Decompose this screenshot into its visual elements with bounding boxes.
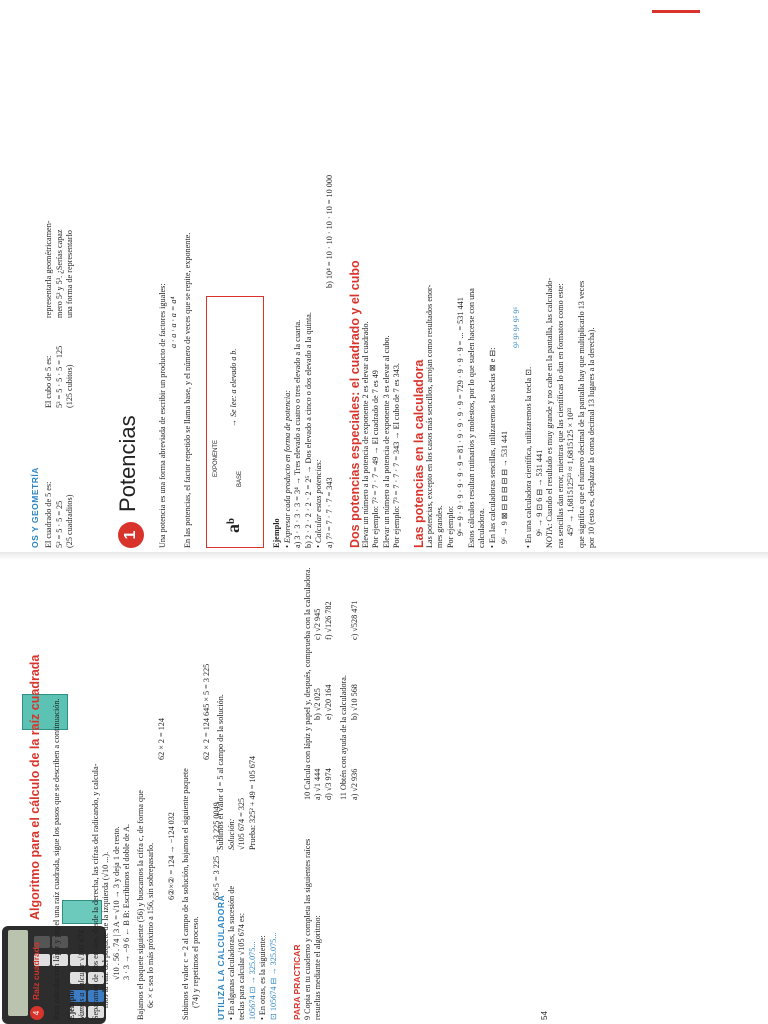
example-title: Ejemplo xyxy=(272,518,281,548)
algorithm-title: Algoritmo para el cálculo de la raíz cuadrada xyxy=(28,654,42,920)
intro-paragraph xyxy=(158,28,194,548)
page-fold-shadow xyxy=(0,552,768,560)
calc-strip-powers: 9² 9³ 9⁴ 9⁵ 9⁶ xyxy=(512,306,521,348)
ex10-a: a) √1 444 xyxy=(313,768,322,800)
side-note: El cubo de 5 es: xyxy=(44,355,53,408)
step-3b: (74) y repetimos el proceso. xyxy=(191,916,200,1008)
special-line: Por ejemplo: 7² = 7 · 7 = 49 → El cuadrado de 7 es 49 xyxy=(371,370,380,548)
calc-note: ras sencillas dan error, mientras que las científicas lo dan en formatos como este: xyxy=(555,283,565,548)
step-4: Subimos el valor d = 5 al campo de la solución. xyxy=(216,694,225,850)
algorithm-column xyxy=(30,560,41,920)
example-sub2: • Calcular estas potencias: xyxy=(314,459,323,548)
step-1-work: √10 . 56 . 74 | 3 A = √10 → 3 y deja 1 de resto. xyxy=(111,826,121,980)
calc-line: Estos cálculos resultan rutinarios y molestos, por lo que suelen hacerse con una xyxy=(466,288,476,548)
practice-header: PARA PRACTICAR xyxy=(292,944,302,1020)
side-note: El cuadrado de 5 es: xyxy=(44,481,53,548)
side-note: 5³ = 5 · 5 · 5 = 125 xyxy=(54,345,64,408)
calc-line: • En una calculadora científica, utilizaremos la tecla ⊡. xyxy=(524,366,533,548)
page-potencias xyxy=(30,28,730,548)
definition-text: En las potencias, el factor repetido se llama base, y el número de veces que se repite, exponente. xyxy=(183,232,192,548)
solution-label: Solución: xyxy=(226,818,236,850)
example-d: b) 10⁴ = 10 · 10 · 10 · 10 = 10 000 xyxy=(324,174,334,288)
page-raiz-cuadrada xyxy=(30,560,550,1020)
example-results xyxy=(325,28,336,548)
algorithm-intro: Para calcular con lápiz y papel una raíz cuadrada, sigue los pasos que se describen a continuación. xyxy=(52,698,61,1020)
exercise-9-text: 9 Copia en tu cuaderno y completa las siguientes raíces resueltas mediante el algoritmo: xyxy=(302,838,322,1020)
side-notes-question xyxy=(44,188,76,318)
step-4-block xyxy=(216,560,258,850)
practice-section xyxy=(292,560,453,1020)
ex10-f: f) √126 782 xyxy=(324,601,333,640)
section-label: Raíz cuadrada xyxy=(31,942,41,1000)
algorithm-body xyxy=(52,560,223,1020)
example-b: b) 2 · 2 · 2 · 2 · 2 = 2⁵ → Dos elevado a cinco o dos elevado a la quinta. xyxy=(303,312,313,548)
calc-line: Por ejemplo: xyxy=(445,505,455,548)
chapter-number: 1 xyxy=(118,522,144,548)
exercise-10-11 xyxy=(303,560,361,800)
step-1: Separamos de dos en dos, desde la derecha, las cifras del radicando, y calcula- xyxy=(90,763,100,1020)
special-powers-section xyxy=(350,28,403,548)
calculator-powers-section xyxy=(414,28,598,548)
step-1-work2: 3 · 3 → −9 6 ← B B: Escribimos el doble de A. xyxy=(122,823,131,980)
ex10-e: e) √20 164 xyxy=(324,684,333,720)
calc-line: calculadora. xyxy=(477,508,486,548)
step-2: Bajamos el paquete siguiente (56) y buscamos la cifra c, de forma que xyxy=(135,790,145,1020)
side-note: (25 cuadraditos) xyxy=(65,494,74,548)
exercise-10-text: 10 Calcula con lápiz y papel y, después, comprueba con la calculadora. xyxy=(302,567,312,800)
step-3-work: 62 × 2 = 124 645 × 5 = 3 225 xyxy=(201,663,211,760)
side-note: representarla geométricamen- xyxy=(44,220,53,318)
practice-columns xyxy=(303,560,453,1020)
side-header-row xyxy=(30,28,42,548)
calc-line: 9⁶ → 9 ⊡ 6 ⊟ → 531 441 xyxy=(534,449,544,536)
step-2b: 6c × c sea lo más próximo a 156, sin sobrepasarlo. xyxy=(146,842,155,1008)
intro-formula: a · a · a · a = a⁴ xyxy=(168,296,178,348)
special-line: Elevar un número a la potencia de exponente 3 es elevar al cubo. xyxy=(381,335,391,548)
ex10-b: b) √2 025 xyxy=(313,688,322,720)
ex10-row2 xyxy=(324,560,335,800)
calc-line: • En algunas calculadoras, la sucesión de teclas para calcular √105 674 es: xyxy=(226,885,246,1020)
special-line: Por ejemplo: 7³ = 7 · 7 · 7 = 343 → El cubo de 7 es 343. xyxy=(392,363,401,548)
example-block xyxy=(272,28,336,548)
example-a: a) 3 · 3 · 3 · 3 = 3⁴ → Tres elevado a cuatro o tres elevado a la cuarta. xyxy=(293,319,302,548)
calc-note: por 10 (esto es, desplazar la coma decimal 13 lugares a la derecha). xyxy=(587,327,596,548)
base-label: BASE xyxy=(237,470,243,487)
calc-line: • En las calculadoras sencillas, utilizaremos las teclas ⊠ e ⊟: xyxy=(487,347,497,548)
example-c: a) 7³ = 7 · 7 · 7 = 343 xyxy=(324,477,334,548)
intro-text: Una potencia es una forma abreviada de escribir un producto de factores iguales: xyxy=(158,283,167,548)
exponent-label: EXPONENTE xyxy=(213,439,219,477)
step-3: Subimos el valor c = 2 al campo de la solución, bajamos el siguiente paquete xyxy=(180,768,190,1020)
chapter-title: Potencias xyxy=(115,415,140,512)
power-definition-box xyxy=(206,296,264,548)
ex11-a: a) √2 936 xyxy=(349,768,359,800)
calc-title: Las potencias en la calculadora xyxy=(412,359,426,548)
special-title: Dos potencias especiales: el cuadrado y el cubo xyxy=(348,260,362,548)
exercise-9 xyxy=(303,810,324,1020)
read-as-text: → Se lee: a elevado a b. xyxy=(229,348,238,427)
side-notes-cube xyxy=(44,318,76,408)
ex11-b: b) √10 568 xyxy=(349,684,359,720)
ex11-row xyxy=(350,560,361,800)
side-note: mero 5² y 5³. ¿Serías capaz xyxy=(54,229,64,318)
calc-note: 45⁹ → 1,6815125²³ ≈ 1,6815125 × 10²³ xyxy=(566,407,575,536)
ex10-c: c) √2 945 xyxy=(313,608,322,640)
calc-strip: 9⁶ → 9 ⊠ ⊟ ⊟ ⊟ ⊟ ⊟ → 531 441 xyxy=(500,430,509,544)
calc-line: Las potencias, excepto en los casos más sencillos, arrojan como resultados enor- xyxy=(424,284,434,548)
exercise-11-text: 11 Obtén con ayuda de la calculadora. xyxy=(339,675,348,800)
example-goal: Vamos a calcular √105 674 : xyxy=(77,925,86,1020)
red-tab-marker xyxy=(652,10,700,13)
page-number: 54 xyxy=(540,1011,549,1020)
calc-key-sequence xyxy=(498,28,524,548)
ex10-d: d) √3 974 xyxy=(324,768,333,800)
example-sub1: • Expresar cada producto en forma de potencia: xyxy=(282,389,292,548)
calculator-screen xyxy=(8,930,28,1016)
calc-header: UTILIZA LA CALCULADORA xyxy=(216,894,226,1020)
calc-line: 9⁶ = 9 · 9 · 9 · 9 · 9 · 9 = 81 · 9 · 9 · 9 · 9 = 729 · 9 · 9 · 9 = ... = 531 441 xyxy=(456,297,465,536)
calc-note: que significa que el número decimal de la pantalla hay que multiplicarlo 13 veces xyxy=(576,280,586,548)
check: Prueba: 325² + 49 = 105 674 xyxy=(247,755,257,850)
section-number: 4 xyxy=(30,1006,44,1020)
ex11-c: c) √528 471 xyxy=(349,600,359,640)
calc-line: mes grandes. xyxy=(435,505,444,548)
example-title: Ejemplo xyxy=(66,990,76,1020)
calc-line: 105674 ⊡ → 325.075... xyxy=(247,941,257,1020)
calc-line: ⊡ 105674 ⊟ → 325.075... xyxy=(268,932,278,1020)
step-2-work: 62 × 2 = 124 xyxy=(156,718,166,760)
side-note: (125 cubitos) xyxy=(65,364,74,408)
step-1b: mos la raíz del paquete de la izquierda (√10 ...). xyxy=(101,851,110,1008)
side-note: 5² = 5 · 5 = 25 xyxy=(54,500,64,548)
power-symbol: aᵇ xyxy=(223,518,243,533)
side-notes-square xyxy=(44,458,76,548)
side-note: una forma de representarlo xyxy=(65,230,74,318)
step-3-work2: 65×5 = 3 225 → −3 225 0049 xyxy=(212,802,221,900)
solution: √105 674 = 325 xyxy=(237,797,246,850)
calc-note: NOTA: Cuando el resultado es muy grande y no cabe en la pantalla, las calculado- xyxy=(545,277,554,548)
side-header: OS Y GEOMETRÍA xyxy=(30,467,40,548)
calc-line: • En otras, es la siguiente: xyxy=(258,935,267,1020)
ex10-row1 xyxy=(313,560,324,800)
calculator-box xyxy=(216,870,279,1020)
chapter-heading xyxy=(115,28,148,548)
special-line: Elevar un número a la potencia de exponente 2 es elevar al cuadrado. xyxy=(360,321,370,548)
step-2-work2: 6②×② = 124 → −124 032 xyxy=(167,812,176,900)
